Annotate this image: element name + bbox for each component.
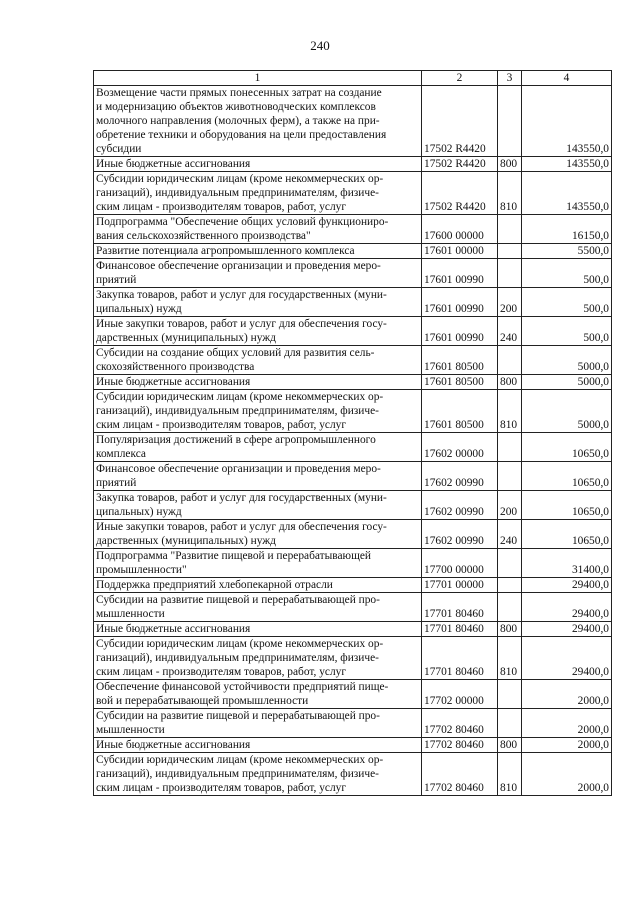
row-expense-type: 800 (498, 738, 522, 753)
row-target-code: 17602 00000 (422, 433, 498, 462)
row-name-cell (94, 157, 422, 172)
row-target-code: 17601 00990 (422, 288, 498, 317)
table-row (94, 317, 612, 346)
row-amount: 10650,0 (522, 433, 612, 462)
row-name-line: дарственных (муниципальных) нужд (96, 332, 276, 344)
row-name-line: Закупка товаров, работ и услуг для государственных (муни- (96, 289, 387, 301)
row-amount: 29400,0 (522, 637, 612, 680)
row-amount: 143550,0 (522, 86, 612, 157)
row-name-cell (94, 462, 422, 491)
table-row (94, 244, 612, 259)
table-row (94, 520, 612, 549)
table-row (94, 346, 612, 375)
row-expense-type: 240 (498, 317, 522, 346)
table-row (94, 549, 612, 578)
row-name-line: Возмещение части прямых понесенных затрат на создание (96, 87, 382, 99)
row-name-line: скохозяйственного производства (96, 361, 255, 373)
page-number: 240 (310, 38, 330, 53)
budget-table (93, 70, 612, 796)
row-target-code: 17702 80460 (422, 738, 498, 753)
row-name-cell (94, 390, 422, 433)
row-name-cell (94, 346, 422, 375)
row-target-code: 17601 80500 (422, 346, 498, 375)
table-row (94, 593, 612, 622)
row-name-line: Закупка товаров, работ и услуг для государственных (муни- (96, 492, 387, 504)
row-name-cell (94, 520, 422, 549)
row-name-line: Субсидии юридическим лицам (кроме некоммерческих ор- (96, 638, 384, 650)
row-expense-type (498, 680, 522, 709)
row-amount: 500,0 (522, 317, 612, 346)
row-expense-type: 800 (498, 375, 522, 390)
row-name-line: Подпрограмма "Развитие пищевой и перерабатывающей (96, 550, 371, 562)
row-name-line: ским лицам - производителям товаров, работ, услуг (96, 201, 347, 213)
row-target-code: 17702 00000 (422, 680, 498, 709)
row-expense-type (498, 709, 522, 738)
row-name-cell (94, 709, 422, 738)
row-name-line: Обеспечение финансовой устойчивости предприятий пище- (96, 681, 389, 693)
table-row (94, 462, 612, 491)
row-name-line: Популяризация достижений в сфере агропромышленного (96, 434, 376, 446)
row-target-code: 17701 80460 (422, 622, 498, 637)
row-target-code: 17602 00990 (422, 520, 498, 549)
row-amount: 143550,0 (522, 172, 612, 215)
row-name-line: Субсидии на развитие пищевой и перерабатывающей про- (96, 594, 380, 606)
row-expense-type (498, 578, 522, 593)
row-name-line: и модернизацию объектов животноводческих комплексов (96, 101, 376, 113)
row-name-cell (94, 593, 422, 622)
row-name-cell (94, 259, 422, 288)
row-target-code: 17701 80460 (422, 593, 498, 622)
row-expense-type: 810 (498, 637, 522, 680)
row-target-code: 17502 R4420 (422, 172, 498, 215)
row-amount: 31400,0 (522, 549, 612, 578)
row-name-line: мышленности (96, 608, 165, 620)
row-name-cell (94, 172, 422, 215)
row-expense-type: 800 (498, 622, 522, 637)
row-name-line: промышленности" (96, 564, 187, 576)
row-name-line: ским лицам - производителям товаров, работ, услуг (96, 419, 347, 431)
row-name-cell (94, 637, 422, 680)
table-row (94, 375, 612, 390)
row-amount: 29400,0 (522, 593, 612, 622)
row-expense-type (498, 462, 522, 491)
row-expense-type (498, 346, 522, 375)
row-target-code: 17601 00990 (422, 317, 498, 346)
row-name-line: обретение техники и оборудования на цели предоставления (96, 129, 387, 141)
row-expense-type (498, 433, 522, 462)
row-name-cell (94, 738, 422, 753)
row-name-cell (94, 244, 422, 259)
header-col-1: 1 (94, 71, 422, 86)
row-target-code: 17701 00000 (422, 578, 498, 593)
table-row (94, 288, 612, 317)
row-name-line: Финансовое обеспечение организации и проведения меро- (96, 463, 381, 475)
table-row (94, 433, 612, 462)
row-amount: 2000,0 (522, 738, 612, 753)
row-name-cell (94, 549, 422, 578)
table-row (94, 738, 612, 753)
row-target-code: 17601 80500 (422, 375, 498, 390)
row-amount: 10650,0 (522, 520, 612, 549)
row-name-line: приятий (96, 274, 137, 286)
header-col-2: 2 (422, 71, 498, 86)
table-row (94, 172, 612, 215)
row-target-code: 17702 80460 (422, 753, 498, 796)
row-expense-type (498, 259, 522, 288)
row-expense-type: 810 (498, 172, 522, 215)
row-amount: 5000,0 (522, 375, 612, 390)
row-target-code: 17601 00990 (422, 259, 498, 288)
row-name-line: ципальных) нужд (96, 303, 182, 315)
table-row (94, 86, 612, 157)
row-name-line: субсидии (96, 143, 142, 155)
row-name-cell (94, 578, 422, 593)
row-name-line: Иные закупки товаров, работ и услуг для обеспечения госу- (96, 318, 387, 330)
row-amount: 5500,0 (522, 244, 612, 259)
row-expense-type (498, 244, 522, 259)
row-name-cell (94, 288, 422, 317)
row-name-cell (94, 433, 422, 462)
table-row (94, 390, 612, 433)
row-name-cell (94, 375, 422, 390)
table-header-row (94, 71, 612, 86)
row-name-line: ганизаций), индивидуальным предпринимателям, физиче- (96, 652, 379, 664)
row-name-line: ганизаций), индивидуальным предпринимателям, физиче- (96, 768, 379, 780)
row-name-line: мышленности (96, 724, 165, 736)
row-name-line: Финансовое обеспечение организации и проведения меро- (96, 260, 381, 272)
row-name-line: Поддержка предприятий хлебопекарной отрасли (96, 579, 333, 591)
table-row (94, 709, 612, 738)
row-name-line: Развитие потенциала агропромышленного комплекса (96, 245, 355, 257)
row-name-cell (94, 622, 422, 637)
row-expense-type: 810 (498, 390, 522, 433)
row-name-cell (94, 491, 422, 520)
row-name-line: Субсидии на создание общих условий для развития сель- (96, 347, 375, 359)
header-col-4: 4 (522, 71, 612, 86)
table-row (94, 491, 612, 520)
row-target-code: 17602 00990 (422, 462, 498, 491)
row-name-line: вой и перерабатывающей промышленности (96, 695, 309, 707)
row-target-code: 17600 00000 (422, 215, 498, 244)
row-name-line: ципальных) нужд (96, 506, 182, 518)
row-expense-type: 240 (498, 520, 522, 549)
row-amount: 10650,0 (522, 491, 612, 520)
row-target-code: 17702 80460 (422, 709, 498, 738)
row-name-line: Субсидии юридическим лицам (кроме некоммерческих ор- (96, 754, 384, 766)
row-amount: 10650,0 (522, 462, 612, 491)
row-expense-type (498, 215, 522, 244)
row-amount: 2000,0 (522, 753, 612, 796)
row-name-line: ганизаций), индивидуальным предпринимателям, физиче- (96, 405, 379, 417)
row-name-line: ским лицам - производителям товаров, работ, услуг (96, 666, 347, 678)
table-row (94, 578, 612, 593)
row-amount: 2000,0 (522, 709, 612, 738)
row-amount: 5000,0 (522, 390, 612, 433)
row-name-cell (94, 215, 422, 244)
row-name-line: Иные бюджетные ассигнования (96, 158, 251, 170)
row-expense-type: 810 (498, 753, 522, 796)
row-target-code: 17502 R4420 (422, 157, 498, 172)
table-row (94, 259, 612, 288)
row-target-code: 17502 R4420 (422, 86, 498, 157)
row-name-line: Субсидии на развитие пищевой и перерабатывающей про- (96, 710, 380, 722)
row-amount: 2000,0 (522, 680, 612, 709)
row-name-cell (94, 680, 422, 709)
row-name-line: Иные бюджетные ассигнования (96, 376, 251, 388)
row-amount: 143550,0 (522, 157, 612, 172)
table-row (94, 157, 612, 172)
table-row (94, 215, 612, 244)
table-body (94, 86, 612, 796)
row-expense-type: 200 (498, 491, 522, 520)
row-name-line: Иные закупки товаров, работ и услуг для обеспечения госу- (96, 521, 387, 533)
header-col-3: 3 (498, 71, 522, 86)
row-name-line: приятий (96, 477, 137, 489)
row-target-code: 17601 80500 (422, 390, 498, 433)
row-amount: 29400,0 (522, 622, 612, 637)
table-row (94, 753, 612, 796)
row-name-line: молочного направления (молочных ферм), а также на при- (96, 115, 380, 127)
row-amount: 500,0 (522, 288, 612, 317)
table-row (94, 637, 612, 680)
table-row (94, 680, 612, 709)
row-expense-type: 800 (498, 157, 522, 172)
row-name-line: Подпрограмма "Обеспечение общих условий функциониро- (96, 216, 389, 228)
row-target-code: 17601 00000 (422, 244, 498, 259)
row-name-line: дарственных (муниципальных) нужд (96, 535, 276, 547)
row-name-line: вания сельскохозяйственного производства" (96, 230, 311, 242)
row-name-line: Субсидии юридическим лицам (кроме некоммерческих ор- (96, 173, 384, 185)
row-name-line: Иные бюджетные ассигнования (96, 739, 251, 751)
row-target-code: 17602 00990 (422, 491, 498, 520)
table-row (94, 622, 612, 637)
row-target-code: 17701 80460 (422, 637, 498, 680)
row-amount: 29400,0 (522, 578, 612, 593)
row-expense-type (498, 593, 522, 622)
row-name-cell (94, 86, 422, 157)
row-target-code: 17700 00000 (422, 549, 498, 578)
row-amount: 5000,0 (522, 346, 612, 375)
row-name-line: ским лицам - производителям товаров, работ, услуг (96, 782, 347, 794)
row-amount: 500,0 (522, 259, 612, 288)
row-name-line: Иные бюджетные ассигнования (96, 623, 251, 635)
row-name-cell (94, 317, 422, 346)
row-expense-type (498, 86, 522, 157)
row-name-cell (94, 753, 422, 796)
row-name-line: ганизаций), индивидуальным предпринимателям, физиче- (96, 187, 379, 199)
row-amount: 16150,0 (522, 215, 612, 244)
row-expense-type: 200 (498, 288, 522, 317)
row-expense-type (498, 549, 522, 578)
row-name-line: комплекса (96, 448, 146, 460)
row-name-line: Субсидии юридическим лицам (кроме некоммерческих ор- (96, 391, 384, 403)
